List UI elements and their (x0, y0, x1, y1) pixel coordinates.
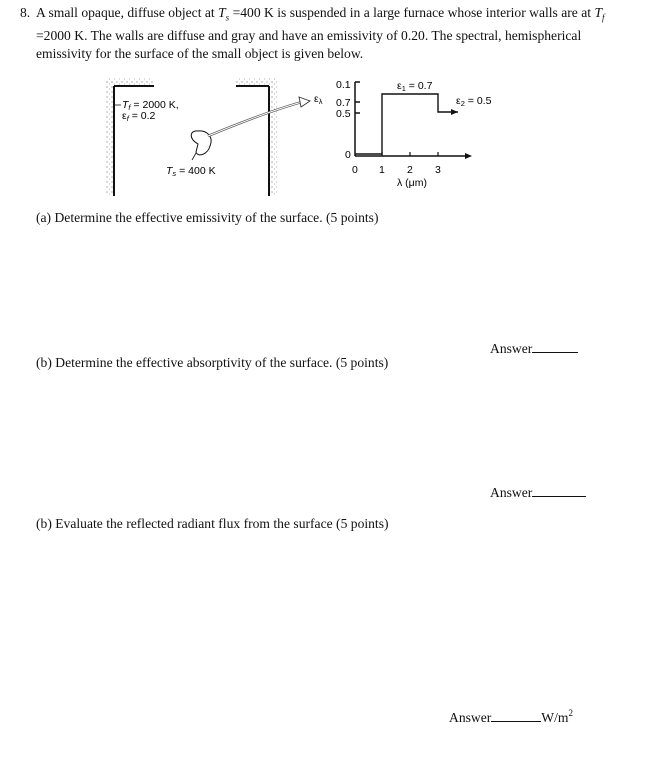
callout-arrow (208, 102, 302, 136)
problem-number: 8. (20, 5, 31, 20)
answer-a: Answer (490, 340, 578, 357)
x-tick-label: 1 (379, 164, 385, 176)
y-tick-label: 0.1 (336, 79, 351, 91)
svg-text:εf = 0.2: εf = 0.2 (122, 110, 156, 123)
answer-c: Answer $W/m^2$ (449, 708, 573, 725)
small-object (191, 131, 211, 155)
answer-c-blank[interactable] (491, 709, 541, 722)
x-tick-label: 3 (435, 164, 441, 176)
e2-label: ε2 = 0.5 (456, 95, 492, 108)
y-tick-label: 0.5 (336, 108, 351, 120)
problem-figure (96, 76, 516, 201)
answer-b-blank[interactable] (532, 484, 586, 497)
e1-label: ε1 = 0.7 (397, 80, 433, 93)
answer-b: Answer (490, 484, 586, 501)
problem-statement (20, 4, 620, 63)
x-tick-label: 0 (352, 164, 358, 176)
problem-text: A small opaque, diffuse object at $T_s =400$ K is suspended in a large furnace whose interior walls are at $T_f =2000$ K. The walls are diffuse and gray and have an emissivity of 0.20. The spectral, hemispherical emissivity for the surface of the small object is given below. (36, 5, 605, 62)
y-tick-label: 0 (345, 149, 351, 161)
x-axis-label: λ (μm) (397, 177, 427, 189)
question-b: (b) Determine the effective absorptivity of the surface. (5 points) (36, 355, 389, 370)
svg-text:ελ: ελ (314, 93, 323, 106)
furnace-and-emissivity-diagram (96, 76, 516, 196)
y-tick-label: 0.7 (336, 97, 351, 109)
emissivity-curve (355, 94, 458, 154)
svg-text:Ts = 400 K: Ts = 400 K (166, 165, 216, 178)
answer-a-blank[interactable] (532, 340, 578, 353)
question-c: (b) Evaluate the reflected radiant flux from the surface (5 points) (36, 516, 389, 531)
x-tick-label: 2 (407, 164, 413, 176)
svg-text:Tf = 2000 K,: Tf = 2000 K, (122, 99, 179, 112)
question-a: (a) Determine the effective emissivity of the surface. (5 points) (36, 210, 379, 225)
answer-c-unit: W/m (541, 710, 569, 725)
